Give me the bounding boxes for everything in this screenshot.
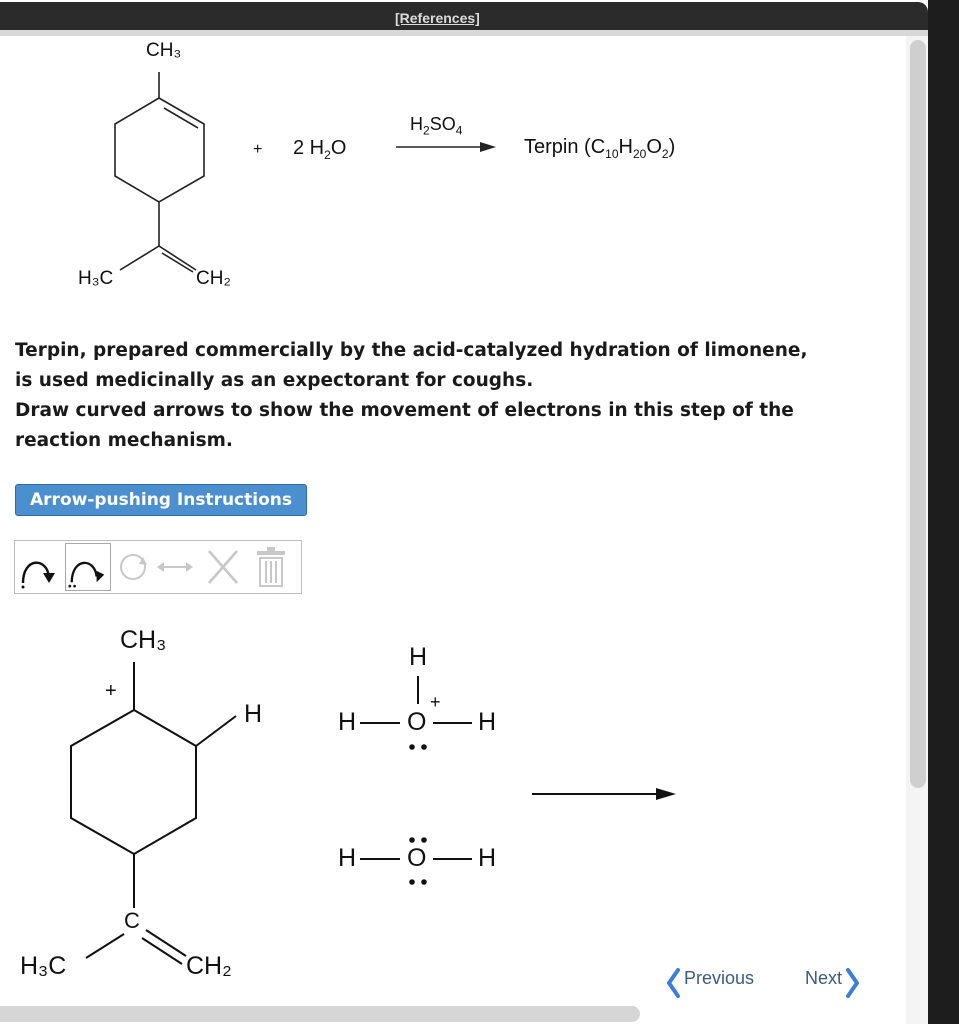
trash-icon[interactable] (249, 543, 293, 591)
single-electron-arrow-tool[interactable] (65, 543, 111, 591)
references-bar (0, 2, 928, 30)
limonene-ch2-label: CH₂ (196, 268, 231, 289)
references-link[interactable]: [References] (395, 10, 480, 26)
mechanism-arrow (530, 786, 680, 802)
cation-h-label: H (244, 700, 263, 728)
water-reagent: 2 $H_2O$ (293, 137, 347, 162)
question-line: reaction mechanism. (15, 430, 233, 451)
cation-ch3-label: CH₃ (120, 626, 167, 654)
cation-plus-charge: + (105, 680, 117, 702)
horizontal-scrollbar[interactable] (0, 1006, 640, 1022)
resonance-arrow-tool[interactable] (153, 543, 197, 591)
vertical-scrollbar-thumb[interactable] (910, 40, 926, 788)
arrow-pushing-instructions-button[interactable]: Arrow-pushing Instructions (15, 484, 307, 516)
next-button[interactable]: Next (805, 968, 843, 988)
terpin-product: Terpin $(C_{10}H_{20}O_2)$ (524, 136, 676, 161)
hydronium-h-left: H (338, 708, 357, 736)
previous-button[interactable]: Previous (684, 968, 755, 988)
chevron-right-icon[interactable] (846, 968, 860, 998)
chevron-left-icon[interactable] (666, 968, 680, 998)
ring-tool[interactable] (113, 543, 153, 591)
limonene-ch3-label: CH₃ (146, 40, 182, 61)
limonene-structure (0, 36, 400, 306)
carbocation-structure (0, 600, 330, 1000)
water-oxygen: O (407, 844, 427, 872)
hydronium-bonds (330, 640, 530, 890)
reaction-arrow (394, 140, 498, 154)
water-h-left: H (338, 844, 357, 872)
limonene-h3c-label: H₃C (78, 268, 114, 289)
hydronium-oxygen: O (407, 708, 427, 736)
cation-c-label: C (124, 908, 140, 933)
question-line: is used medicinally as an expectorant for coughs. (15, 370, 534, 391)
delete-tool[interactable] (201, 543, 245, 591)
hydronium-h-top: H (409, 643, 428, 671)
catalyst-label: $H_2SO_4$ (410, 114, 463, 138)
question-text (15, 336, 895, 456)
water-h-right: H (478, 844, 497, 872)
plus-sign: + (253, 141, 263, 158)
hydronium-plus-charge: + (430, 692, 441, 712)
question-line: Draw curved arrows to show the movement of electrons in this step of the (15, 400, 794, 421)
curved-arrow-tool[interactable] (17, 543, 63, 591)
window-border (928, 0, 959, 1024)
cation-ch2-label: CH₂ (186, 952, 232, 980)
drawing-toolbar (14, 540, 302, 594)
hydronium-h-right: H (478, 708, 497, 736)
cation-h3c-label: H₃C (20, 952, 67, 980)
question-line: Terpin, prepared commercially by the acid-catalyzed hydration of limonene, (15, 340, 808, 361)
